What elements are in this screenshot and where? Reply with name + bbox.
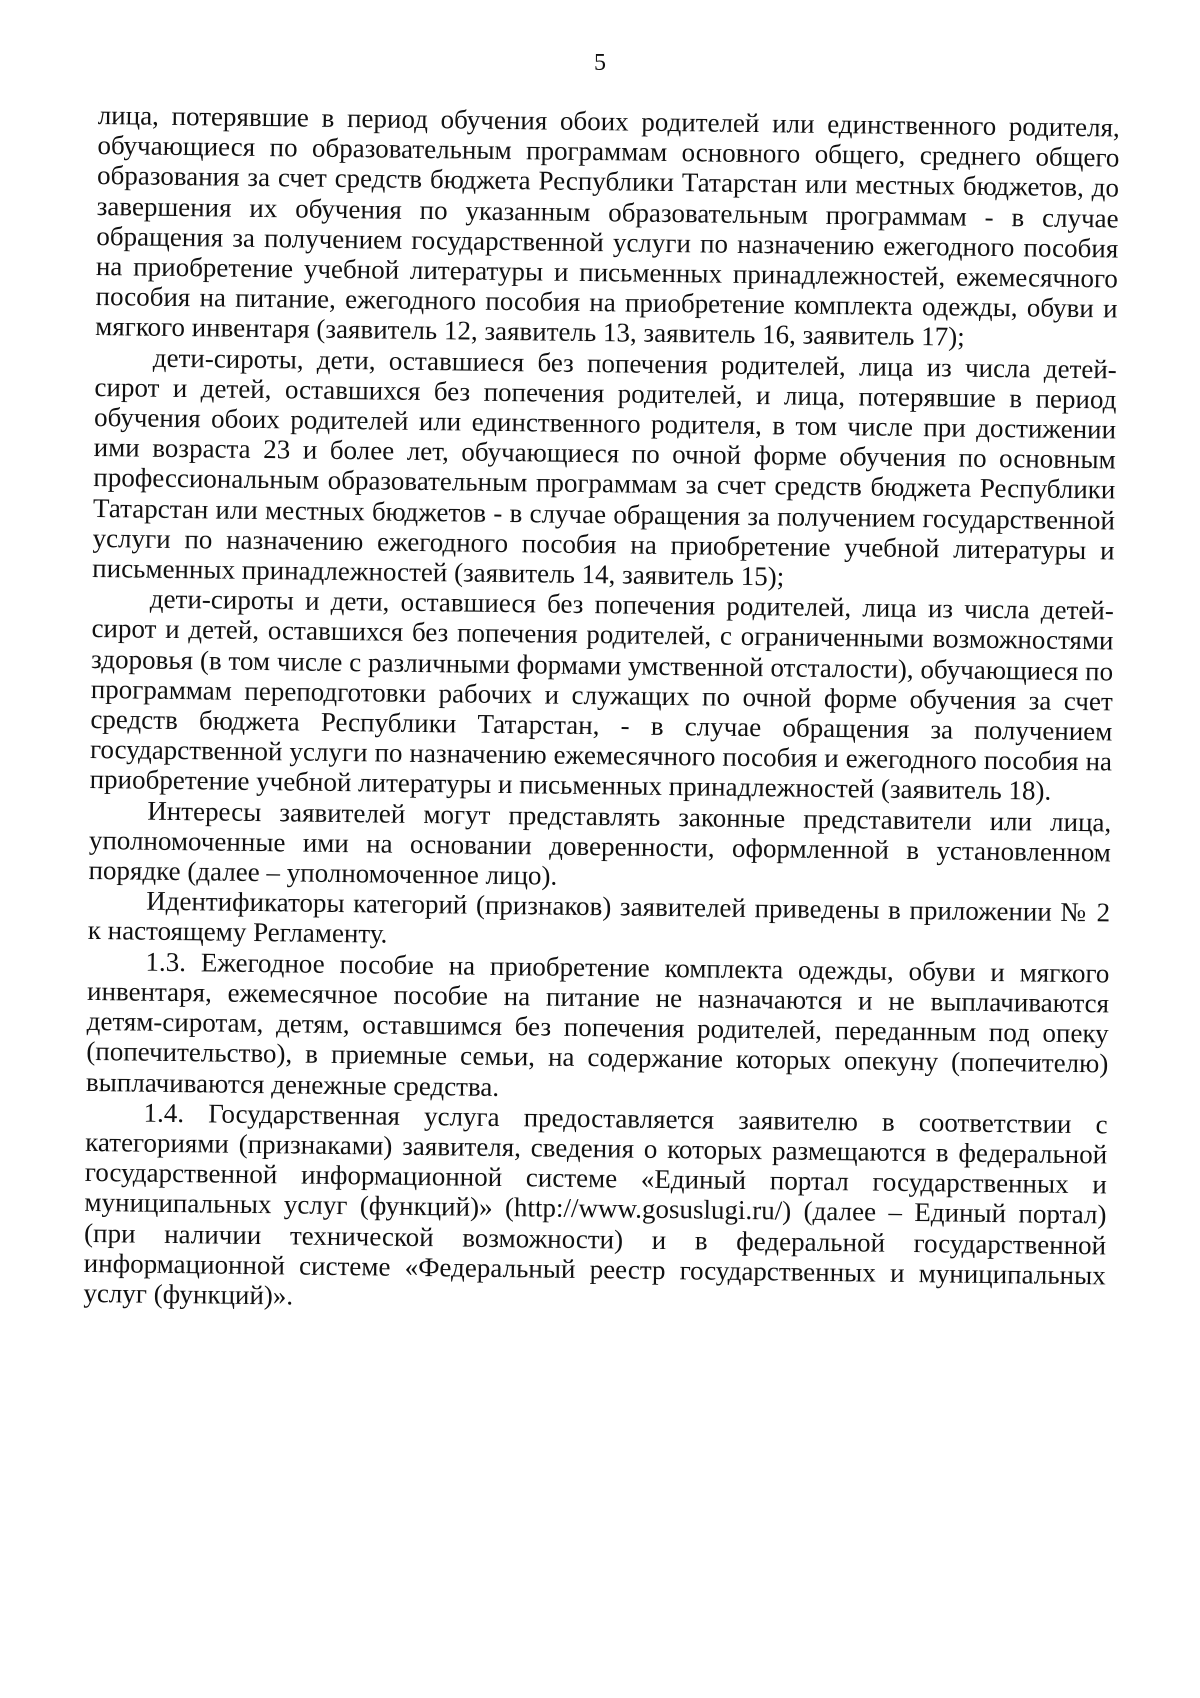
paragraph-orphans-disabilities: дети-сироты и дети, оставшиеся без попечения родителей, лица из числа детей-сирот и детей, оставшихся без попечения родителей, с ограниченными возможностями здоровья (в том числе с различными формами умственной отсталости), обучающиеся по программам переподготовки рабочих и служащих по очной форме обучения за счет средств бюджета Республики Татарстан, - в случае обращения за получением государственной услуги по назначению ежемесячного пособия и ежегодного пособия на приобретение учебной литературы и письменных принадлежностей (заявитель 18). — [89, 583, 1115, 807]
document-body — [83, 100, 1120, 1321]
paragraph-representatives: Интересы заявителей могут представлять законные представители или лица, уполномоченные ими на основании доверенности, оформленной в установленном порядке (далее – уполномоченное лицо). — [88, 795, 1112, 891]
paragraph-identifiers: Идентификаторы категорий (признаков) заявителей приведены в приложении № 2 к настоящему Регламенту. — [87, 885, 1111, 950]
paragraph-section-1-4: 1.4. Государственная услуга предоставляется заявителю в соответствии с категориями (признаками) заявителя, сведения о которых размещаются в федеральной государственной информационной системе «Единый портал государственных и муниципальных услуг (функций)» (http://www.gosuslugi.ru/) (далее – Единый портал) (при наличии технической возможности) и в федеральной государственной информационной системе «Федеральный реестр государственных и муниципальных услуг (функций)». — [83, 1097, 1108, 1311]
page-number: 5 — [594, 50, 606, 76]
paragraph-continuation: лица, потерявшие в период обучения обоих родителей или единственного родителя, обучающиеся по образовательным программам основного общего, среднего общего образования за счет средств бюджета Республики Татарстан или местных бюджетов, до завершения их обучения по указанным образовательным программам - в случае обращения за получением государственной услуги по назначению ежегодного пособия на приобретение учебной литературы и письменных принадлежностей, ежемесячного пособия на питание, ежегодного пособия на приобретение комплекта одежды, обуви и мягкого инвентаря (заявитель 12, заявитель 13, заявитель 16, заявитель 17); — [95, 100, 1120, 353]
paragraph-orphans-professional: дети-сироты, дети, оставшиеся без попечения родителей, лица из числа детей-сирот и детей, оставшихся без попечения родителей, и лица, потерявшие в период обучения обоих родителей или единственного родителя, в том числе при достижении ими возраста 23 и более лет, обучающиеся по очной форме обучения по основным профессиональным образовательным программам за счет средств бюджета Республики Татарстан или местных бюджетов - в случае обращения за получением государственной услуги по назначению ежегодного пособия на приобретение учебной литературы и письменных принадлежностей (заявитель 14, заявитель 15); — [92, 342, 1117, 592]
paragraph-section-1-3: 1.3. Ежегодное пособие на приобретение комплекта одежды, обуви и мягкого инвентаря, ежемесячное пособие на питание не назначаются и не выплачиваются детям-сиротам, детям, оставшимся без попечения родителей, переданным под опеку (попечительство), в приемные семьи, на содержание которых опекуну (попечителю) выплачиваются денежные средства. — [85, 946, 1110, 1102]
